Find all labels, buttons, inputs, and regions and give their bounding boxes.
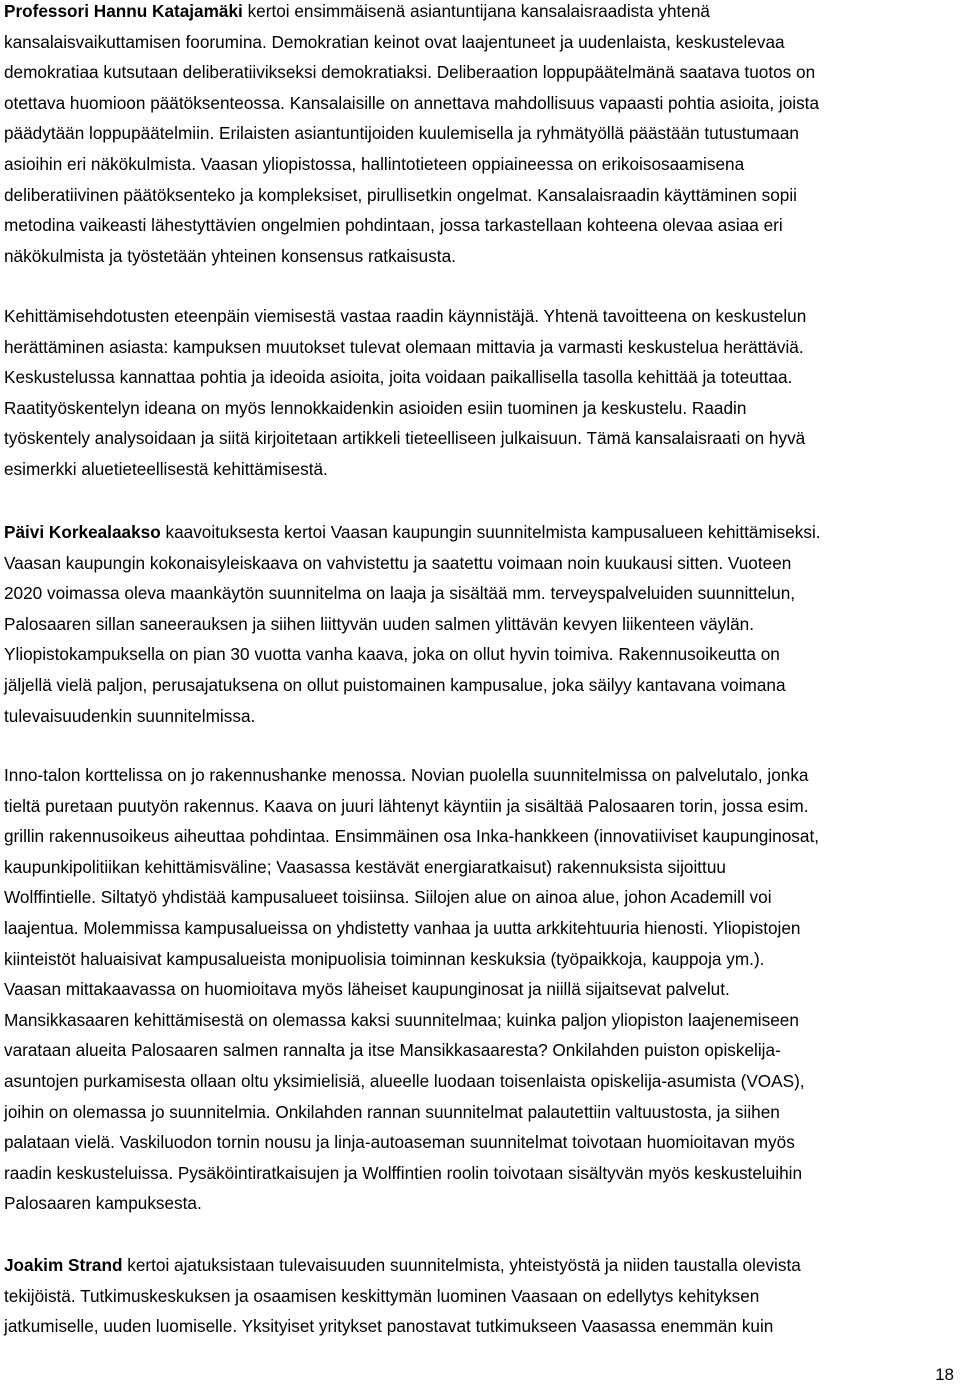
text-line xyxy=(4,88,954,119)
speaker-name: Professori Hannu Katajamäki xyxy=(4,1,243,21)
text-run: Vaasan mittakaavassa on huomioitava myös läheiset kaupunginosat ja niillä sijaitsevat palvelut. xyxy=(4,979,730,1000)
text-run: kiinteistöt haluaisivat kampusalueista monipuolisia toiminnan keskuksia (työpaikkoja, kauppoja ym.). xyxy=(4,948,765,969)
text-line xyxy=(4,423,954,454)
text-line xyxy=(4,1097,954,1128)
paragraph-inno-talo xyxy=(4,760,954,1219)
text-line xyxy=(4,1188,954,1219)
text-run: kaupunkipolitiikan kehittämisväline; Vaasassa kestävät energiaratkaisut) rakennuksista sijoittuu xyxy=(4,856,726,877)
text-line xyxy=(4,578,954,609)
text-line xyxy=(4,974,954,1005)
speaker-name: Joakim Strand xyxy=(4,1255,123,1275)
text-line xyxy=(4,913,954,944)
text-run: Keskustelussa kannattaa pohtia ja ideoida asioita, joita voidaan paikallisella tasolla kehittää ja toteuttaa. xyxy=(4,367,793,388)
text-run: jäljellä vielä paljon, perusajatuksena on ollut puistomainen kampusalue, joka säilyy kantavana voimana xyxy=(4,674,786,695)
text-run: Raatityöskentelyn ideana on myös lennokkaidenkin asioiden esiin tuominen ja keskustelu. Raadin xyxy=(4,397,747,418)
text-run: Inno-talon korttelissa on jo rakennushanke menossa. Novian puolella suunnitelmissa on palvelutalo, jonka xyxy=(4,765,809,785)
paragraph-strand xyxy=(4,1250,954,1342)
text-run: asuntojen purkamisesta ollaan oltu yksimielisiä, alueelle luodaan toisenlaista opiskelija-asumista (VOAS), xyxy=(4,1070,805,1091)
text-run: raadin keskusteluissa. Pysäköintiratkaisujen ja Wolffintien roolin toivotaan sisältyvän myös keskusteluihin xyxy=(4,1162,803,1183)
text-run: Palosaaren kampuksesta. xyxy=(4,1193,202,1214)
text-run: 2020 voimassa oleva maankäytön suunnitelma on laaja ja sisältää mm. terveyspalveluiden suunnittelun, xyxy=(4,583,796,604)
text-line xyxy=(4,639,954,670)
text-line xyxy=(4,609,954,640)
text-run: tulevaisuudenkin suunnitelmissa. xyxy=(4,705,256,726)
text-run: Yliopistokampuksella on pian 30 vuotta vanha kaava, joka on ollut hyvin toimiva. Rakennusoikeutta on xyxy=(4,644,780,665)
text-line xyxy=(4,332,954,363)
text-run: tekijöistä. Tutkimuskeskuksen ja osaamisen keskittymän luominen Vaasaan on edellytys kehityksen xyxy=(4,1285,760,1306)
paragraph-kehittamisehdotukset xyxy=(4,301,954,485)
text-run: joihin on olemassa jo suunnitelmia. Onkilahden rannan suunnitelmat palautettiin valtuustosta, ja siihen xyxy=(4,1101,780,1122)
text-line xyxy=(4,821,954,852)
text-run: grillin rakennusoikeus aiheuttaa pohdintaa. Ensimmäinen osa Inka-hankkeen (innovatiiviset kaupunginosat, xyxy=(4,826,820,847)
text-run: metodina vaikeasti lähestyttävien ongelmien pohdintaan, jossa tarkastellaan kohteena olevaa asiaa eri xyxy=(4,215,783,236)
text-run: palataan vielä. Vaskiluodon tornin nousu ja linja-autoaseman suunnitelmat toivotaan huomioitavan myös xyxy=(4,1132,795,1153)
text-run: kansalaisvaikuttamisen foorumina. Demokratian keinot ovat laajentuneet ja uudenlaista, keskustelevaa xyxy=(4,31,785,52)
text-run: herättäminen asiasta: kampuksen muutokset tulevat olemaan mittavia ja varmasti keskustelua herättäviä. xyxy=(4,336,804,357)
text-line xyxy=(4,760,954,791)
text-run: demokratiaa kutsutaan deliberatiivikseksi demokratiaksi. Deliberaation loppupäätelmänä saatava tuotos on xyxy=(4,62,816,83)
text-line xyxy=(4,1066,954,1097)
text-line xyxy=(4,548,954,579)
text-line xyxy=(4,791,954,822)
text-line xyxy=(4,1127,954,1158)
text-run: kertoi ensimmäisenä asiantuntijana kansalaisraadista yhtenä xyxy=(242,1,710,21)
text-line xyxy=(4,180,954,211)
text-run: Mansikkasaaren kehittämisestä on olemassa kaksi suunnitelmaa; kuinka paljon yliopiston laajenemiseen xyxy=(4,1009,799,1030)
text-run: päädytään loppupäätelmiin. Erilaisten asiantuntijoiden kuulemisella ja ryhmätyöllä päästään tutustumaan xyxy=(4,123,799,144)
text-run: asioihin eri näkökulmista. Vaasan yliopistossa, hallintotieteen oppiaineessa on erikoisosaamisena xyxy=(4,153,745,174)
text-line xyxy=(4,1281,954,1312)
text-line xyxy=(4,241,954,272)
text-run: näkökulmista ja työstetään yhteinen konsensus ratkaisusta. xyxy=(4,245,456,266)
text-run: tieltä puretaan puutyön rakennus. Kaava on juuri lähtenyt käyntiin ja sisältää Palosaaren torin, jossa esim. xyxy=(4,795,809,816)
text-line xyxy=(4,118,954,149)
text-line xyxy=(4,1158,954,1189)
text-line xyxy=(4,1311,954,1342)
text-run: varataan alueita Palosaaren salmen rannalta ja itse Mansikkasaaresta? Onkilahden puiston opiskelija- xyxy=(4,1040,781,1061)
text-run: laajentua. Molemmissa kampusalueissa on yhdistetty vanhaa ja uutta arkkitehtuuria hienosti. Yliopistojen xyxy=(4,917,801,938)
text-run: kertoi ajatuksistaan tulevaisuuden suunnitelmista, yhteistyöstä ja niiden taustalla olevista xyxy=(122,1255,801,1275)
text-line xyxy=(4,670,954,701)
text-line xyxy=(4,1250,954,1281)
text-run: otettava huomioon päätöksenteossa. Kansalaisille on annettava mahdollisuus vapaasti pohtia asioita, joista xyxy=(4,92,820,113)
text-line xyxy=(4,0,954,27)
paragraph-katajamaki xyxy=(4,0,954,271)
text-run: Vaasan kaupungin kokonaisyleiskaava on vahvistettu ja saatettu voimaan noin kuukausi sitten. Vuoteen xyxy=(4,552,792,573)
text-line xyxy=(4,57,954,88)
text-run: esimerkki aluetieteellisestä kehittämisestä. xyxy=(4,458,328,479)
text-line xyxy=(4,301,954,332)
text-line xyxy=(4,1035,954,1066)
text-run: Wolffintielle. Siltatyö yhdistää kampusalueet toisiinsa. Siilojen alue on ainoa alue, johon Academill voi xyxy=(4,887,772,908)
text-line xyxy=(4,393,954,424)
text-line xyxy=(4,454,954,485)
text-line xyxy=(4,149,954,180)
text-line xyxy=(4,944,954,975)
text-line xyxy=(4,210,954,241)
text-line xyxy=(4,362,954,393)
text-run: jatkumiselle, uuden luomiselle. Yksityiset yritykset panostavat tutkimukseen Vaasassa enemmän kuin xyxy=(4,1316,774,1337)
text-line xyxy=(4,701,954,732)
text-run: Kehittämisehdotusten eteenpäin viemisestä vastaa raadin käynnistäjä. Yhtenä tavoitteena on keskustelun xyxy=(4,306,807,326)
speaker-name: Päivi Korkealaakso xyxy=(4,522,161,542)
text-line xyxy=(4,1005,954,1036)
text-run: Palosaaren sillan saneerauksen ja siihen liittyvän uuden salmen ylittävän kevyen liikenteen väylän. xyxy=(4,613,755,634)
page-number: 18 xyxy=(935,1365,954,1384)
text-run: kaavoituksesta kertoi Vaasan kaupungin suunnitelmista kampusalueen kehittämiseksi. xyxy=(160,522,821,542)
text-line xyxy=(4,852,954,883)
text-line xyxy=(4,27,954,58)
text-line xyxy=(4,517,954,548)
text-line xyxy=(4,882,954,913)
paragraph-korkealaakso xyxy=(4,517,954,731)
text-run: deliberatiivinen päätöksenteko ja kompleksiset, pirullisetkin ongelmat. Kansalaisraadin käyttäminen sopii xyxy=(4,184,797,205)
text-run: työskentely analysoidaan ja siitä kirjoitetaan artikkeli tieteelliseen julkaisuun. Tämä kansalaisraati on hyvä xyxy=(4,428,806,449)
